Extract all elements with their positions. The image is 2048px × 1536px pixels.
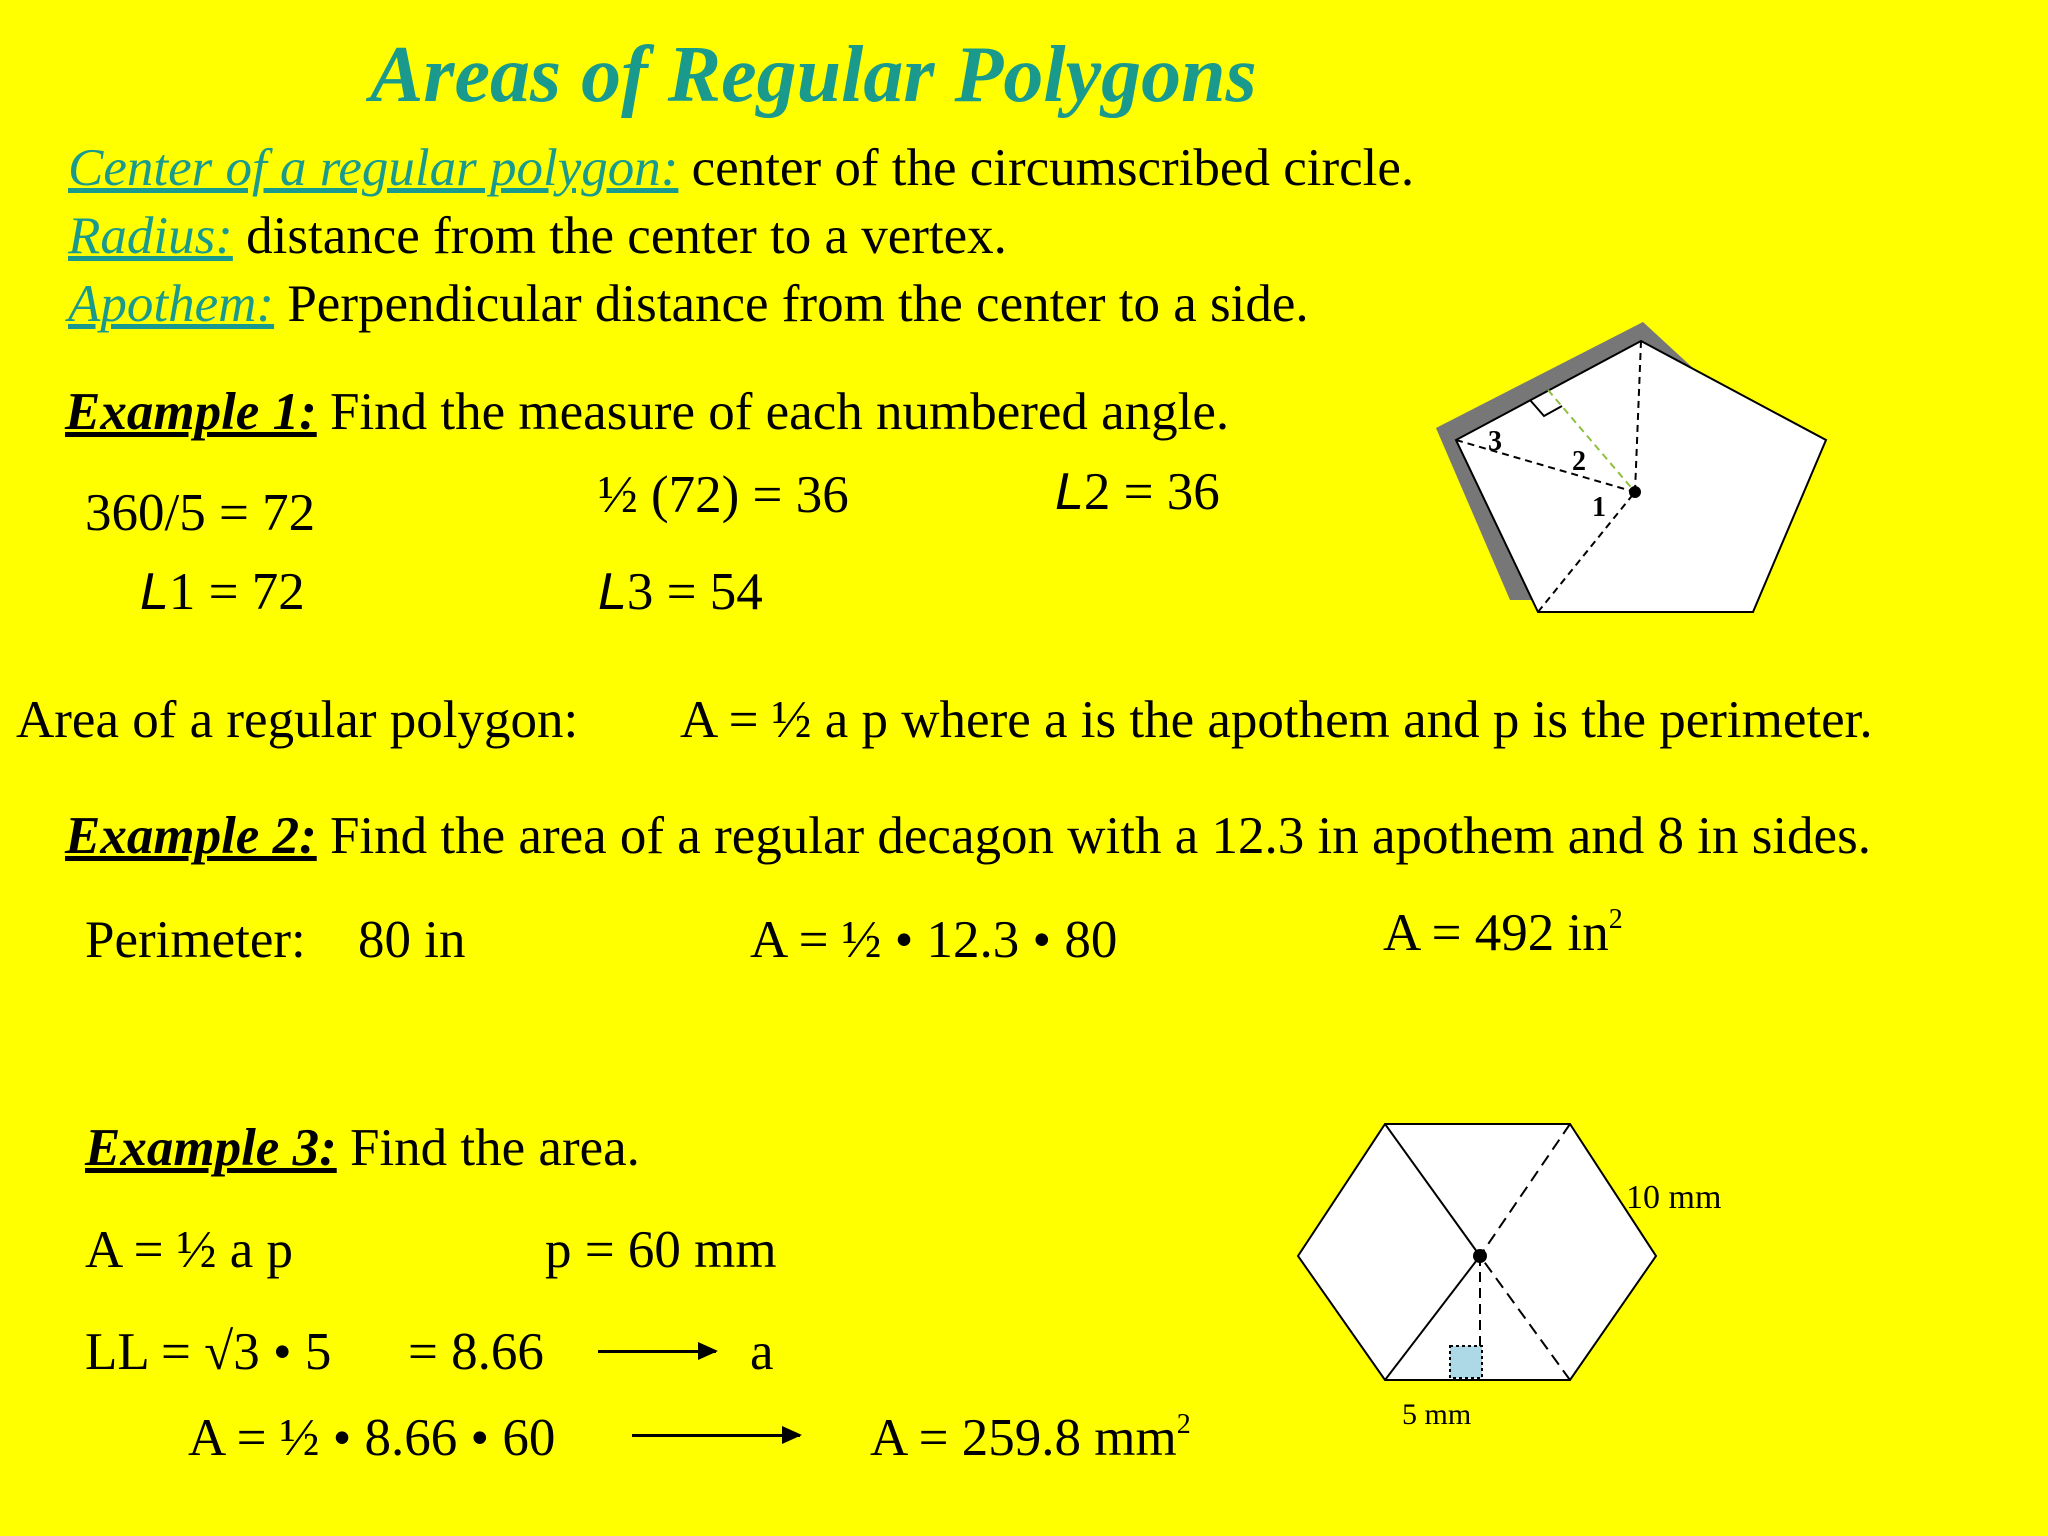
- example3-result-text: A = 259.8 mm: [870, 1409, 1177, 1467]
- center-point: [1473, 1249, 1487, 1263]
- arrow-right: [598, 1350, 716, 1353]
- example3-prompt: Find the area.: [336, 1119, 640, 1177]
- arrow-right: [632, 1434, 800, 1437]
- definition-text: center of the circumscribed circle.: [678, 139, 1415, 197]
- example3-ll-value: = 8.66: [408, 1323, 544, 1381]
- example2-calc: A = ½ • 12.3 • 80: [750, 911, 1118, 969]
- hexagon-figure: [1280, 1110, 1760, 1450]
- example2-perimeter-label: Perimeter:: [85, 911, 306, 969]
- exponent: 2: [1608, 904, 1623, 935]
- angle-symbol: L: [598, 563, 627, 621]
- pentagon-figure: [1420, 310, 1840, 630]
- definition-term: Center of a regular polygon:: [68, 139, 679, 197]
- example3-a-label: a: [750, 1323, 774, 1381]
- definition-center: [68, 138, 1414, 198]
- example1-angle3: [598, 562, 763, 622]
- angle-symbol: L: [140, 563, 169, 621]
- example1-prompt: Find the measure of each numbered angle.: [316, 383, 1230, 441]
- example3-label: Example 3:: [85, 1119, 337, 1177]
- angle-label-3: 3: [1488, 426, 1502, 457]
- angle-label-1: 1: [1592, 492, 1606, 523]
- angle1-value: 1 = 72: [168, 563, 305, 621]
- area-formula-right: A = ½ a p where a is the apothem and p is the perimeter.: [680, 691, 1873, 749]
- example1-heading: [65, 382, 1229, 442]
- angle-symbol: L: [1055, 463, 1084, 521]
- example2-result-text: A = 492 in: [1383, 904, 1609, 962]
- area-formula-left: Area of a regular polygon:: [16, 691, 579, 749]
- example2-label: Example 2:: [65, 807, 317, 865]
- example2-result: [1383, 903, 1623, 963]
- definition-radius: [68, 206, 1007, 266]
- example3-result: [870, 1408, 1191, 1468]
- definition-text: distance from the center to a vertex.: [232, 207, 1007, 265]
- example1-calc1: 360/5 = 72: [85, 484, 316, 542]
- definition-apothem: [68, 274, 1309, 334]
- half-side-label: 5 mm: [1402, 1398, 1472, 1431]
- example1-label: Example 1:: [65, 383, 317, 441]
- definition-text: Perpendicular distance from the center to a side.: [274, 275, 1309, 333]
- center-point: [1629, 486, 1641, 498]
- example1-calc2: ½ (72) = 36: [598, 466, 849, 524]
- example3-ll: LL = √3 • 5: [85, 1323, 332, 1381]
- exponent: 2: [1176, 1409, 1191, 1440]
- example1-angle1: [140, 562, 305, 622]
- page-title: Areas of Regular Polygons: [370, 31, 1257, 119]
- example3-calc: A = ½ • 8.66 • 60: [188, 1409, 556, 1467]
- angle-label-2: 2: [1572, 446, 1586, 477]
- definition-term: Radius:: [68, 207, 233, 265]
- example2-prompt: Find the area of a regular decagon with a 12.3 in apothem and 8 in sides.: [316, 807, 1871, 865]
- example3-perimeter: p = 60 mm: [545, 1221, 777, 1279]
- example3-formula: A = ½ a p: [85, 1221, 294, 1279]
- angle3-value: 3 = 54: [626, 563, 763, 621]
- example2-perimeter-value: 80 in: [358, 911, 466, 969]
- side-label: 10 mm: [1626, 1179, 1722, 1216]
- right-angle-box: [1450, 1346, 1482, 1378]
- definition-term: Apothem:: [68, 275, 275, 333]
- example1-angle2: [1055, 462, 1220, 522]
- example2-heading: [65, 806, 1871, 866]
- example3-heading: [85, 1118, 640, 1178]
- angle2-value: 2 = 36: [1083, 463, 1220, 521]
